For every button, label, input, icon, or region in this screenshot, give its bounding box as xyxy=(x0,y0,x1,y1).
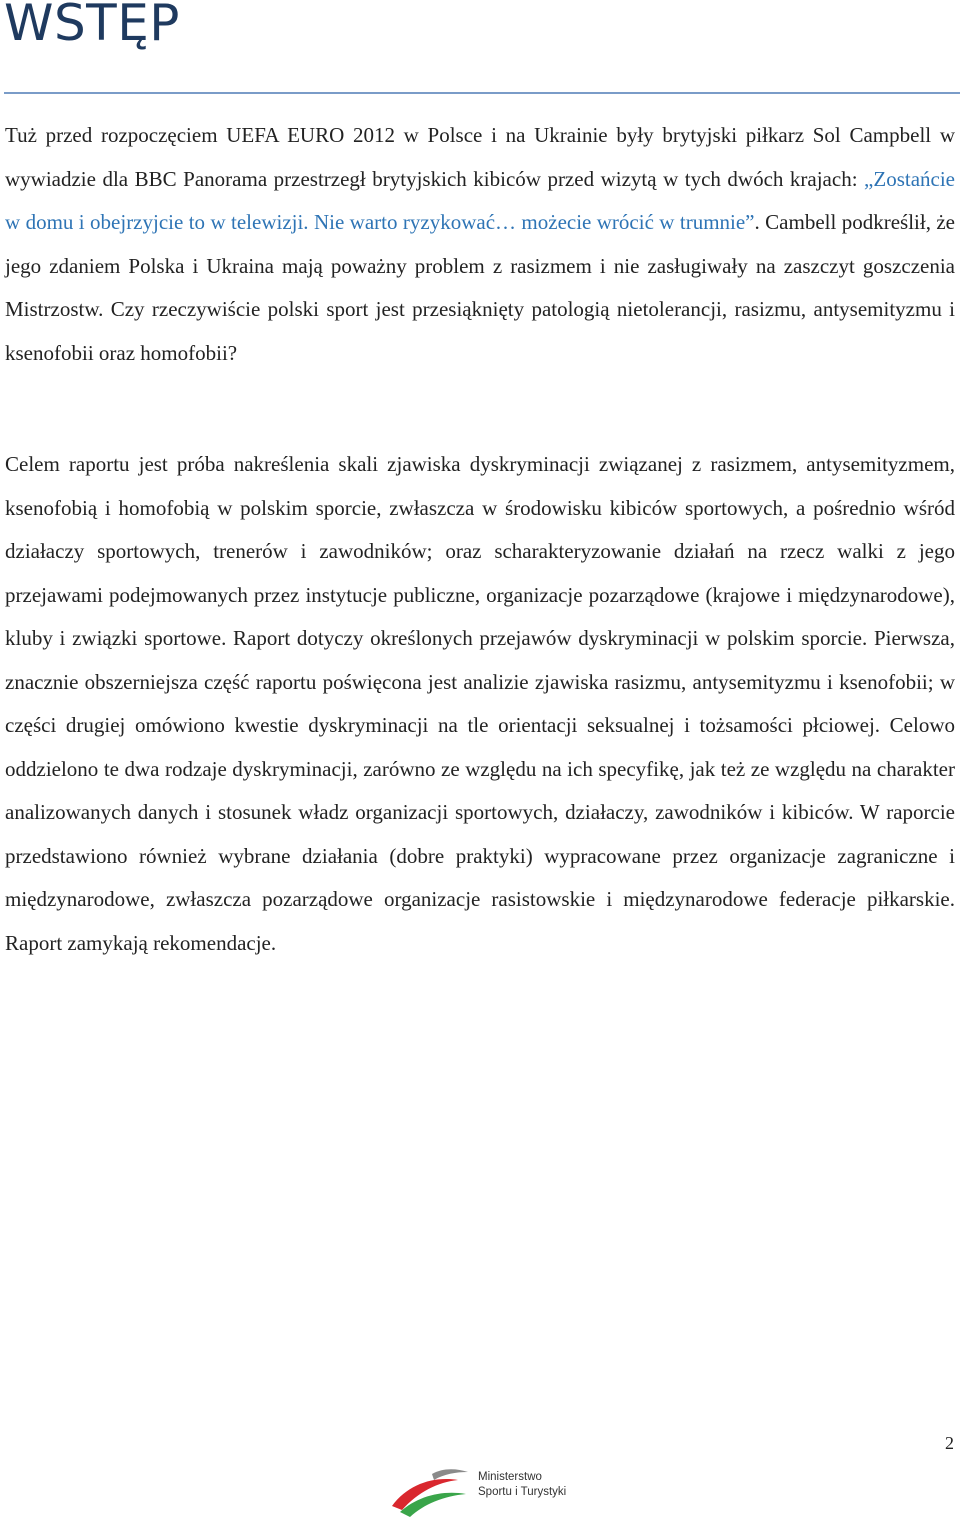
ministry-logo xyxy=(388,1462,588,1522)
title-divider xyxy=(4,92,960,94)
intro-text-after-quote: . Cambell podkreślił, że jego zdaniem Polska i Ukraina mają poważny problem z rasizmem i nie zasługiwały na zaszczyt goszczenia Mistrzostw. Czy rzeczywiście polski sport jest przesiąknięty patologią nietolerancji, rasizmu, antysemityzmu i ksenofobii oraz homofobii? xyxy=(5,210,955,365)
ministry-name-line-2: Sportu i Turystyki xyxy=(478,1486,567,1498)
page-number: 2 xyxy=(945,1433,954,1453)
ministry-name-line-1: Ministerstwo xyxy=(478,1471,542,1483)
campbell-quote: „Zostańcie w domu i obejrzyjcie to w telewizji. Nie warto ryzykować… możecie wrócić w trumnie” xyxy=(5,166,955,234)
ministry-name xyxy=(478,1470,566,1500)
intro-text-before-quote: Tuż przed rozpoczęciem UEFA EURO 2012 w Polsce i na Ukrainie były brytyjski piłkarz Sol Campbell w wywiadzie dla BBC Panorama przestrzegł brytyjskich kibiców przed wizytą w tych dwóch krajach: xyxy=(5,123,955,191)
page-title: WSTĘP xyxy=(4,0,180,52)
ministry-swoosh-logo-icon xyxy=(388,1462,474,1520)
intro-paragraph xyxy=(5,114,955,375)
report-purpose-paragraph: Celem raportu jest próba nakreślenia skali zjawiska dyskryminacji związanej z rasizmem, antysemityzmem, ksenofobią i homofobią w polskim sporcie, zwłaszcza w środowisku kibiców sportowych, a pośrednio wśród działaczy sportowych, trenerów i zawodników; oraz scharakteryzowanie działań na rzecz walki z jego przejawami podejmowanych przez instytucje publiczne, organizacje pozarządowe (krajowe i międzynarodowe), kluby i związki sportowe. Raport dotyczy określonych przejawów dyskryminacji w polskim sporcie. Pierwsza, znacznie obszerniejsza część raportu poświęcona jest analizie zjawiska rasizmu, antysemityzmu i ksenofobii; w części drugiej omówiono kwestie dyskryminacji na tle orientacji seksualnej i tożsamości płciowej. Celowo oddzielono te dwa rodzaje dyskryminacji, zarówno ze względu na ich specyfikę, jak też ze względu na charakter analizowanych danych i stosunek władz organizacji sportowych, działaczy, zawodników i kibiców. W raporcie przedstawiono również wybrane działania (dobre praktyki) wypracowane przez organizacje zagraniczne i międzynarodowe, zwłaszcza pozarządowe organizacje rasistowskie i międzynarodowe federacje piłkarskie. Raport zamykają rekomendacje. xyxy=(5,452,955,955)
